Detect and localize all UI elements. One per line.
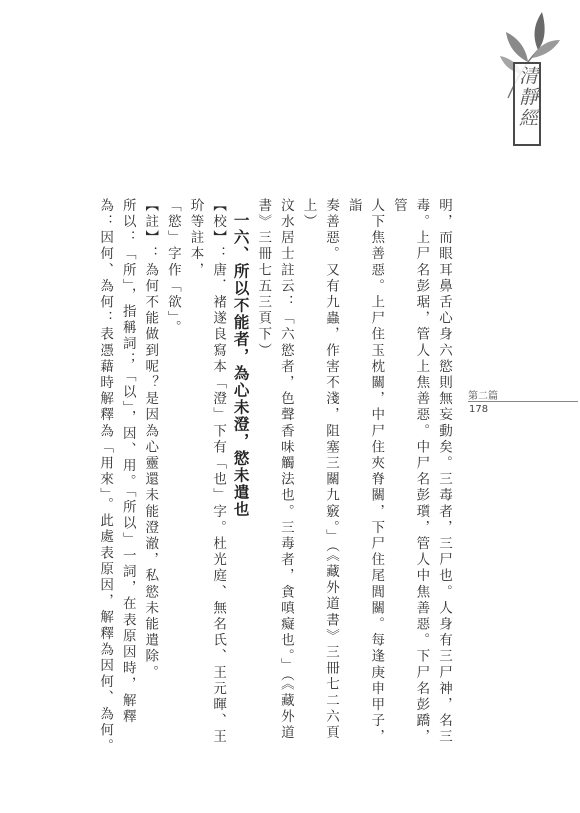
section-heading: 一六、所以不能者，為心未澄，慾未遣也 (231, 212, 250, 518)
text-line: 奏善惡。又有九蟲，作害不淺，阻塞三關九竅。」（《藏外道書》三冊七二六頁 (323, 198, 340, 742)
chapter-label: 第二篇 (468, 391, 498, 402)
body-text (94, 198, 456, 758)
text-line: 毒。上尸名彭琚，管人上焦善惡。中尸名彭瓆，管人中焦善惡。下尸名彭蹻，管 (390, 198, 430, 746)
chapter-divider (468, 401, 578, 402)
text-line: 上） (300, 198, 317, 231)
brand-title: 清靜經 (516, 66, 538, 129)
note-line: 【註】：為何不能做到呢？是因為心靈還未能澄澈，私慾未能遣除。 (142, 198, 159, 681)
text-line: 明，而眼耳鼻舌心身六慾則無妄動矣。三毒者，三尸也。人身有三尸神，名三 (436, 198, 452, 746)
page-number: 178 (469, 404, 489, 415)
collation-line: 「慾」字作「欲」。 (164, 198, 181, 337)
note-line: 所以：「所」，指稱詞；「以」，因、用。「所以」一詞，在表原因時，解釋 (119, 198, 136, 726)
text-line: 人下焦善惡。上尸住玉枕關，中尸住夾脊關，下尸住尾閭關。每逢庚申甲子，詣 (345, 198, 385, 746)
text-line: 汶水居士註云：「六慾者，色聲香味觸法也。三毒者，貪嗔癡也。」（《藏外道 (277, 198, 294, 742)
text-line: 書》三冊七五三頁下） (255, 198, 272, 359)
collation-line: 【校】：唐．褚遂良寫本「澄」下有「也」字。杜光庭、無名氏、王元暉、王玠等註本， (187, 198, 227, 746)
note-line: 為：因何、為何：表憑藉時解釋為「用來」。此處表原因，解釋為因何、為何。 (97, 198, 114, 755)
